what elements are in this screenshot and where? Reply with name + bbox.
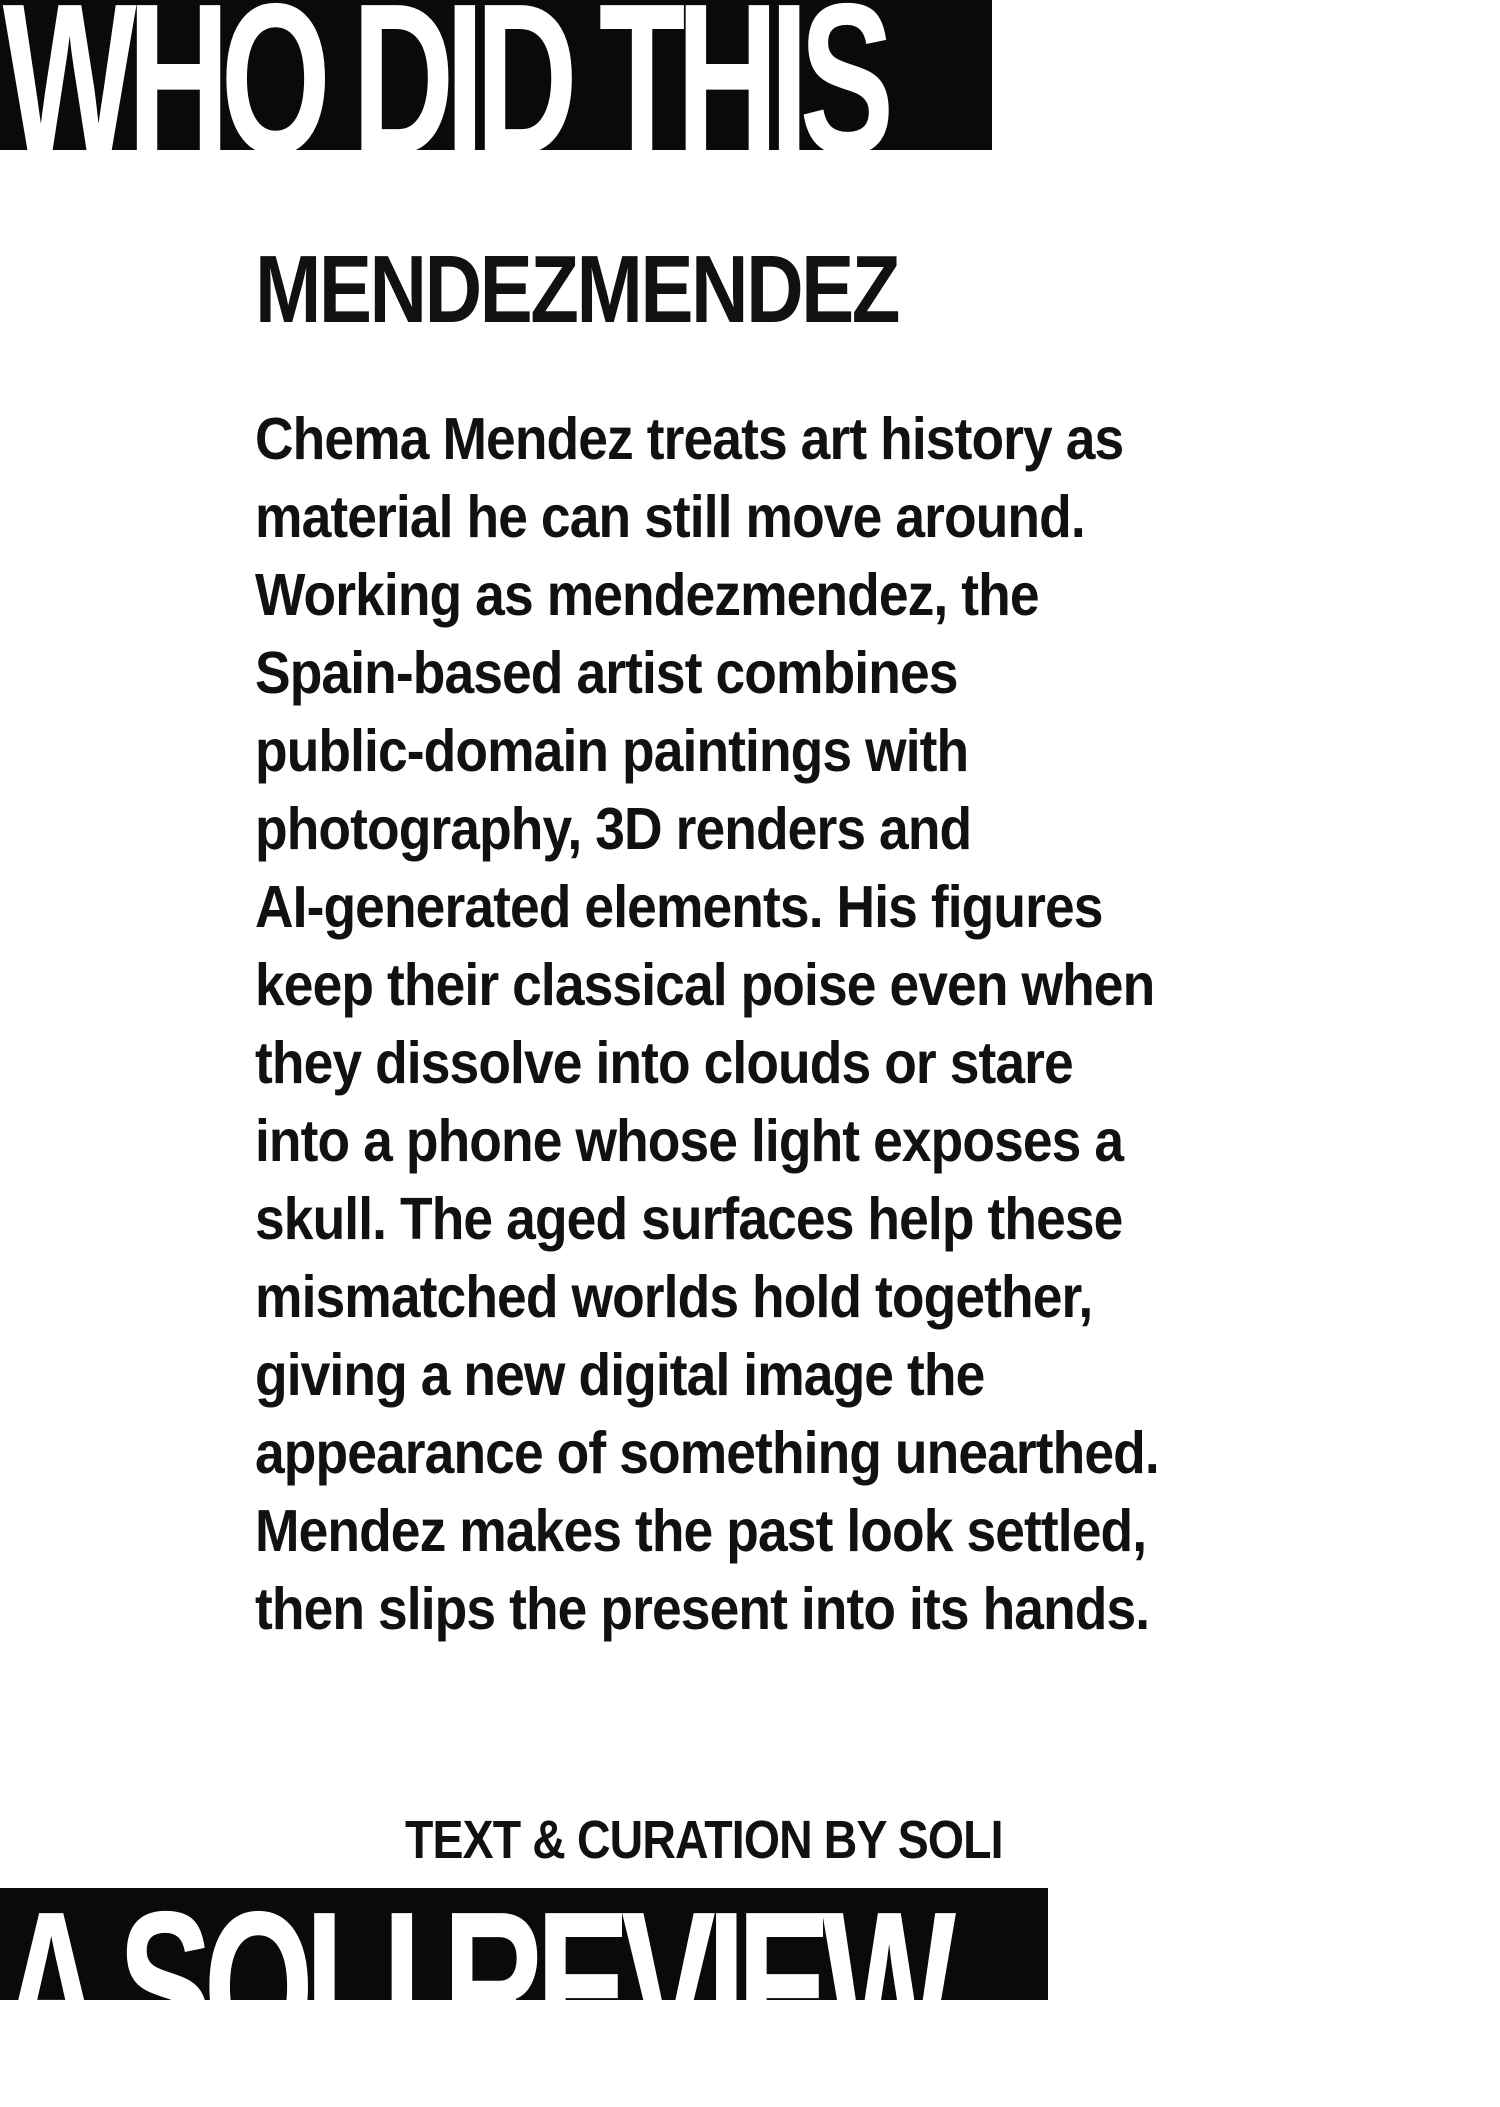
- body-line: into a phone whose light exposes a: [255, 1108, 1124, 1174]
- body-line: material he can still move around.: [255, 484, 1085, 550]
- article-body: [255, 400, 1214, 1648]
- body-line: photography, 3D renders and: [255, 796, 972, 862]
- header-banner: [0, 0, 992, 199]
- body-line: giving a new digital image the: [255, 1342, 985, 1408]
- body-line: appearance of something unearthed.: [255, 1420, 1159, 1486]
- header-banner-text: WHO DID THIS: [2, 0, 885, 199]
- body-line: AI-generated elements. His figures: [255, 874, 1103, 940]
- footer-banner: [0, 1866, 1048, 2107]
- footer-banner-text: A SOLI REVIEW: [0, 1866, 947, 2107]
- body-line: they dissolve into clouds or stare: [255, 1030, 1073, 1096]
- body-line: Mendez makes the past look settled,: [255, 1498, 1147, 1564]
- body-line: skull. The aged surfaces help these: [255, 1186, 1123, 1252]
- body-line: then slips the present into its hands.: [255, 1576, 1150, 1642]
- body-line: Working as mendezmendez, the: [255, 562, 1039, 628]
- body-line: Chema Mendez treats art history as: [255, 406, 1124, 472]
- body-line: mismatched worlds hold together,: [255, 1264, 1093, 1330]
- body-line: Spain-based artist combines: [255, 640, 958, 706]
- body-line: public-domain paintings with: [255, 718, 969, 784]
- body-line: keep their classical poise even when: [255, 952, 1155, 1018]
- artist-name-heading: MENDEZMENDEZ: [255, 236, 898, 343]
- curation-credit: TEXT & CURATION BY SOLI: [405, 1810, 1003, 1870]
